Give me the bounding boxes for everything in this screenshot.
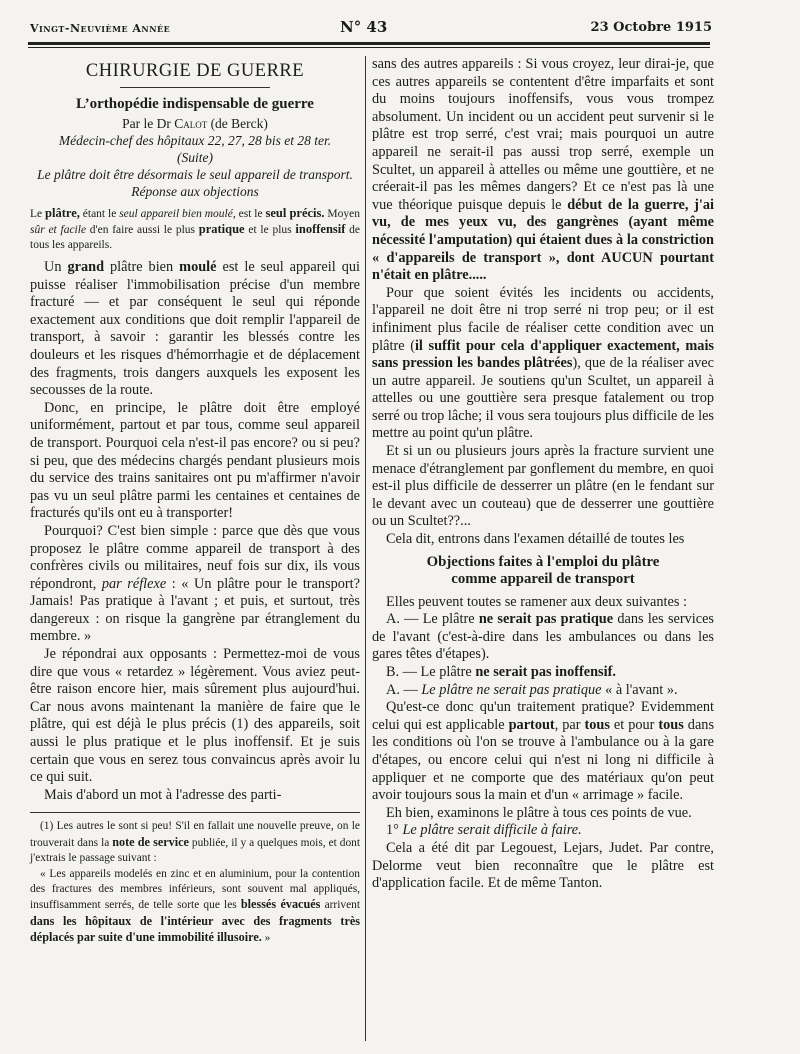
- issue-date: 23 Octobre 1915: [590, 20, 712, 35]
- subtitle-objections: Réponse aux objections: [131, 184, 259, 199]
- point-heading: 1° Le plâtre serait difficile à faire.: [386, 822, 582, 839]
- byline: Par le Dr Calot (de Berck): [122, 116, 268, 131]
- title-rule: [120, 87, 270, 88]
- article-title: L’orthopédie indispensable de guerre: [76, 96, 314, 112]
- body-paragraph: Pourquoi? C'est bien simple : parce que dès que vous proposez le plâtre comme appareil de transport à des confrères civils ou militaires, neuf fois sur dix, ils vous répondront, par réflexe : « Un plâtre pour le transport? Jamais! Pas pratique à l'avant ; et puis, et surtout, très dangereux : on risque la gangrène par étranglement du membre. »: [30, 522, 360, 645]
- section-title: CHIRURGIE DE GUERRE: [85, 61, 305, 81]
- body-paragraph: Elles peuvent toutes se ramener aux deux suivantes :: [386, 593, 687, 610]
- body-paragraph: Qu'est-ce donc qu'un traitement pratique? Evidemment celui qui est applicable partout, par tous et pour tous dans les conditions où l'on se trouve à l'ambulance ou à la gare d'étapes, ou encore celui qui n'est ni long ni difficile à appliquer et ne comporte que des matériaux qu'on peut avoir toujours sous la main et d'un « arrimage » facile.: [372, 699, 715, 804]
- objection-a: A. — Le plâtre ne serait pas pratique dans les services de l'avant (c'est-à-dire dans les ambulances ou dans les gares têtes d'étapes).: [372, 611, 714, 663]
- body-paragraph: Un grand plâtre bien moulé est le seul appareil qui puisse réaliser l'immobilisation précise d'un membre fracturé — et par conséquent le seul qui réponde exactement aux conditions que doit remplir l'appareil de transport, à savoir : garantir les blessés contre les douleurs et les risques d'hémorrhagie et de déplacement des fragments, trois dangers auxquels les exposent les secousses de la route.: [30, 259, 360, 399]
- objection-b: B. — Le plâtre ne serait pas inoffensif.: [386, 664, 616, 680]
- objection-a-heading: A. — Le plâtre ne serait pas pratique « à l'avant ».: [386, 681, 678, 698]
- footnote-rule: [30, 812, 360, 813]
- subtitle: Le plâtre doit être désormais le seul appareil de transport.: [37, 167, 353, 182]
- author-affiliation: Médecin-chef des hôpitaux 22, 27, 28 bis et 28 ter.: [58, 133, 332, 148]
- body-paragraph: Mais d'abord un mot à l'adresse des parti-: [44, 786, 282, 803]
- body-paragraph: Cela a été dit par Legouest, Lejars, Judet. Par contre, Delorme veut bien reconnaître que le plâtre est d'application facile. Et de même Tanton.: [372, 839, 714, 892]
- header-rule-thin: [28, 47, 710, 48]
- footnote: (1) Les autres le sont si peu! S'il en fallait une nouvelle preuve, on le trouverait dans la note de service publiée, il y a quelques mois, et dont j'extrais le passage suivant :: [30, 820, 361, 865]
- column-divider: [365, 56, 366, 1041]
- header-rule-thick: [28, 42, 710, 45]
- body-paragraph: sans des autres appareils : Si vous croyez, leur dirai-je, que ces autres appareils se contentent d'être imparfaits et sont du moins toujours inoffensifs, vous vous trompez absolument. Un incident ou un accident peut survenir si le plâtre est trop serré, c'est vrai; mais pourquoi un autre appareil ne serait-il pas aussi trop serré, exemple un Scultet, un appareil à attelles ou même une gouttière, et ne créerait-il pas les mêmes dangers? Et ce n'est pas là une vue théorique puisque depuis le début de la guerre, j'ai vu, de mes yeux vu, des gangrènes (ayant même nécessité l'amputation) qui étaient dues à la constriction « d'appareils de transport », dont AUCUN pourtant n'était en plâtre.....: [372, 56, 715, 284]
- body-paragraph: Et si un ou plusieurs jours après la fracture survient une menace d'étranglement par gonflement du membre, en quoi est-il plus difficile de desserrer un plâtre (en le fendant sur le devant avec un couteau) que de desserrer une gouttière ou un Scultet??...: [372, 443, 714, 530]
- body-paragraph: Donc, en principe, le plâtre doit être employé uniformément, partout et par tous, comme seul appareil de transport. Pourquoi cela n'est-il pas encore? ou si peu? si peu, que des médecins chargés pendant plusieurs mois du service des trains sanitaires ont pu m'affirmer n'avoir pas vu un seul plâtre parmi les centaines et centaines de fracturés qu'ils ont eu à transporter!: [30, 399, 360, 522]
- page-header: [30, 14, 710, 42]
- issue-number: N° 43: [340, 18, 388, 36]
- left-column: [30, 56, 360, 947]
- body-paragraph: Cela dit, entrons dans l'examen détaillé de toutes les: [386, 531, 685, 548]
- body-paragraph: Eh bien, examinons le plâtre à tous ces points de vue.: [386, 804, 692, 821]
- subheading: Objections faites à l'emploi du plâtre comme appareil de transport: [426, 553, 660, 588]
- right-column: [372, 56, 714, 893]
- volume-label: Vingt-Neuvième Année: [30, 22, 171, 35]
- body-paragraph: Je répondrai aux opposants : Permettez-moi de vous dire que vous « retardez » légèrement. Vous aviez peut-être raison encore hier, mais sûrement plus aujourd'hui. Car nous avons maintenant la manière de faire que le plâtre, qui est déjà le plus précis (1) des appareils, soit aussi le plus pratique et le plus inoffensif. Et je suis certain que vous en serez tous convaincus après avoir lu ce qui suit.: [30, 646, 360, 786]
- summary-paragraph: Le plâtre, étant le seul appareil bien moulé, est le seul précis. Moyen sûr et facile d'en faire aussi le plus pratique et le plus inoffensif de tous les appareils.: [30, 206, 360, 251]
- footnote-quote: « Les appareils modelés en zinc et en aluminium, pour la contention des fractures des membres inférieurs, sont souvent mal appliqués, insuffisamment serrés, de telle sorte que les blessés évacués arrivent dans les hôpitaux de l'intérieur avec des fragments très déplacés par suite d'une immobilité illusoire. »: [30, 867, 360, 945]
- author-name: Calot: [174, 116, 208, 131]
- suite-note: (Suite): [177, 150, 213, 165]
- body-paragraph: Pour que soient évités les incidents ou accidents, l'appareil ne doit être ni trop serré ni trop peu; or il est infiniment plus facile de réaliser cette condition avec un plâtre (il suffit pour cela d'appliquer exactement, mais sans pression les bandes plâtrées), que de la réaliser avec un autre appareil. Je soutiens qu'un Scultet, un appareil à attelles ou une gouttière sera presque fatalement ou trop serré ou trop lâche; il vous sera toujours plus difficile de les mettre au point qu'un plâtre.: [372, 284, 714, 442]
